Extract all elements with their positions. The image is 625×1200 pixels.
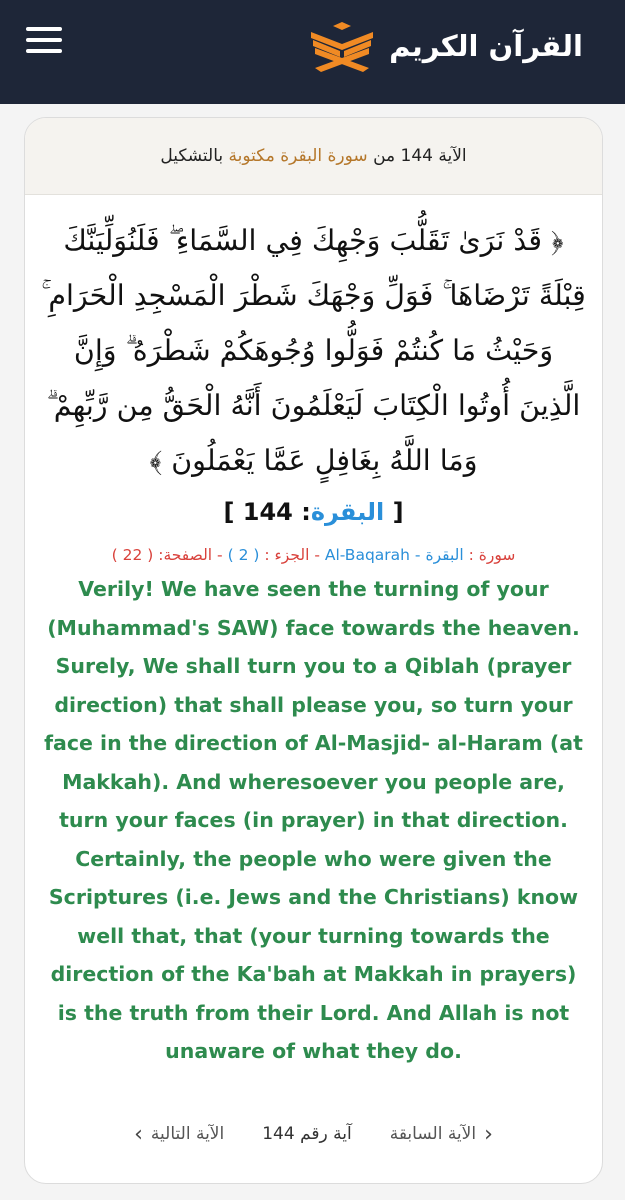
verse-meta (25, 546, 602, 564)
card-header-suffix: بالتشكيل (160, 146, 224, 166)
quran-book-icon (303, 18, 381, 74)
meta-sep1: - (414, 546, 421, 564)
current-verse-number: آية رقم 144 (262, 1124, 352, 1144)
sura-link[interactable]: سورة البقرة مكتوبة (228, 146, 368, 166)
meta-page-label: الصفحة: (158, 546, 213, 564)
next-verse-link[interactable] (134, 1122, 224, 1147)
chevron-left-icon: › (134, 1121, 143, 1147)
meta-sura-label: سورة : (468, 546, 516, 564)
card-header (25, 118, 602, 195)
meta-juz-value[interactable]: ( 2 ) (227, 546, 260, 564)
ref-close: ] (223, 498, 235, 526)
meta-sura-en[interactable]: Al-Baqarah (324, 546, 410, 564)
verse-text: ﴿ قَدْ نَرَىٰ تَقَلُّبَ وَجْهِكَ فِي السَّمَاءِ ۖ فَلَنُوَلِّيَنَّكَ قِبْلَةً تَرْضَاهَا ۚ فَوَلِّ وَجْهَكَ شَطْرَ الْمَسْجِدِ الْحَرَامِ ۚ وَحَيْثُ مَا كُنتُمْ فَوَلُّوا وُجُوهَكُمْ شَطْرَهُ ۗ وَإِنَّ الَّذِينَ أُوتُوا الْكِتَابَ لَيَعْلَمُونَ أَنَّهُ الْحَقُّ مِن رَّبِّهِمْ ۗ وَمَا اللَّهُ بِغَافِلٍ عَمَّا يَعْمَلُونَ ﴾ (41, 224, 586, 477)
meta-sep3: - (217, 546, 223, 564)
ref-open: [ (392, 498, 404, 526)
meta-page-value[interactable]: ( 22 ) (111, 546, 154, 564)
next-verse-label: الآية التالية (150, 1124, 225, 1144)
ref-sura-link[interactable]: البقرة (310, 498, 385, 526)
verse-reference (25, 498, 602, 532)
hamburger-menu-icon[interactable] (26, 27, 62, 55)
meta-sura-ar[interactable]: البقرة (425, 546, 464, 564)
english-translation: Verily! We have seen the turning of your (Muhammad's SAW) face towards the heaven. Surely, We shall turn you to a Qiblah (prayer direction) that shall please you, so turn your face in the direction of Al-Masjid- al-Haram (at Makkah). And wheresoever you people are, turn your faces (in prayer) in that direction. Certainly, the people who were given the Scriptures (i.e. Jews and the Christians) know well that, that (your turning towards the direction of the Ka'bah at Makkah in prayers) is the truth from their Lord. And Allah is not unaware of what they do. (44, 577, 583, 1063)
card-header-prefix: الآية 144 من (373, 146, 467, 166)
brand-logo[interactable] (303, 18, 583, 74)
previous-verse-label: الآية السابقة (389, 1124, 477, 1144)
app-header (0, 0, 625, 104)
app-title: القرآن الكريم (389, 29, 583, 63)
chevron-right-icon: ‹ (484, 1121, 493, 1147)
meta-juz-label: الجزء : (264, 546, 310, 564)
verse-card (24, 117, 603, 1184)
previous-verse-link[interactable] (390, 1122, 493, 1147)
verse-navigation (25, 1119, 602, 1149)
meta-sep2: - (314, 546, 320, 564)
ref-number: : 144 (242, 498, 311, 526)
